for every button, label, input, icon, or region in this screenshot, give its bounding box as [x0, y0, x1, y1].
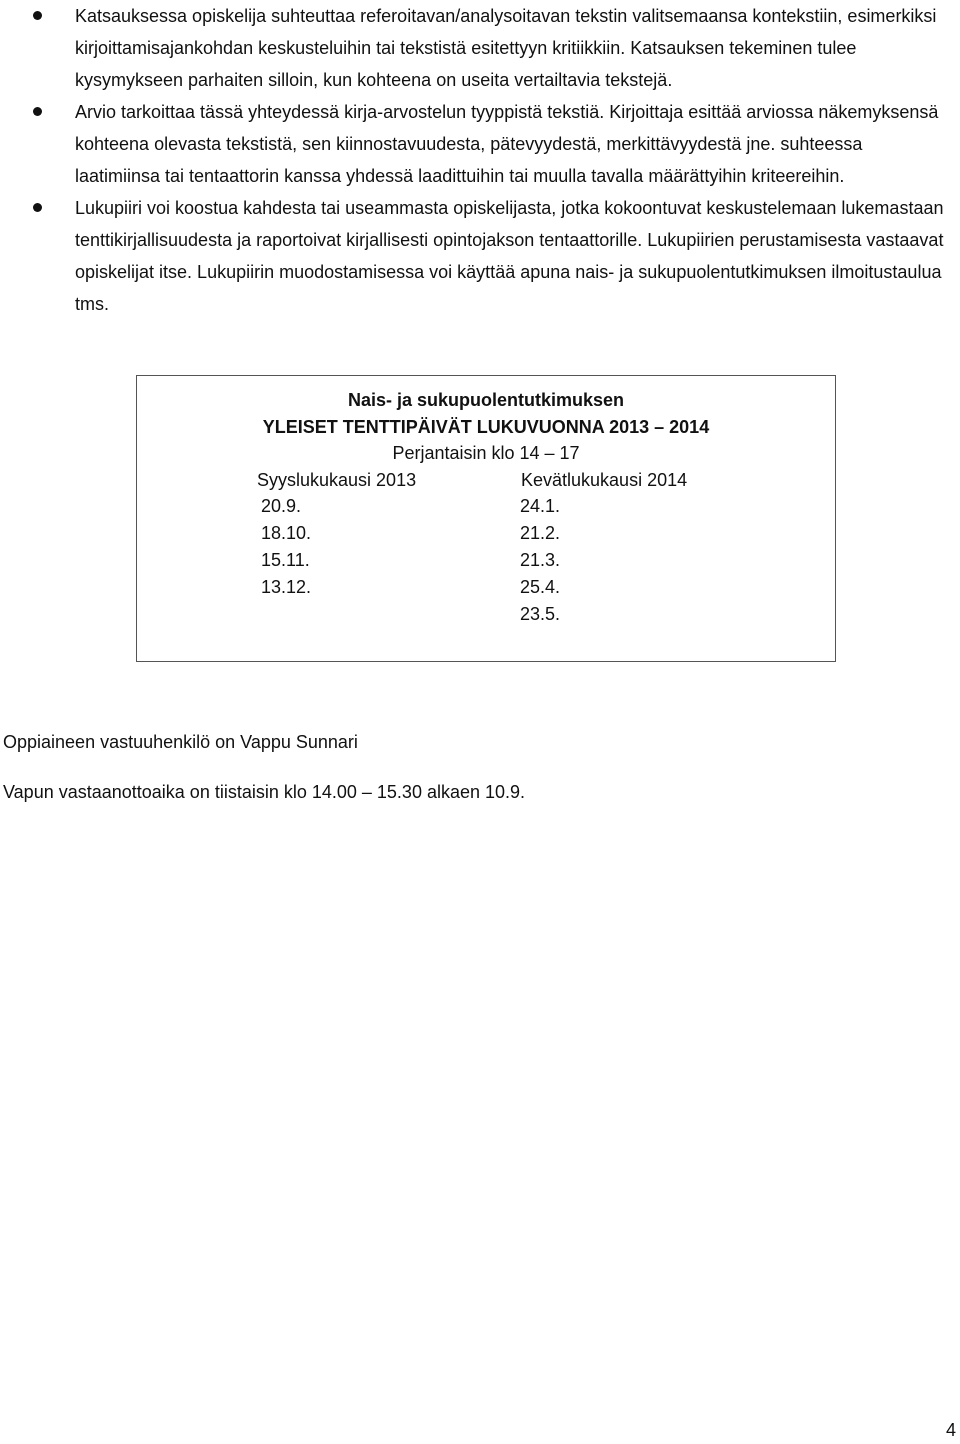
- exam-date: 21.2.: [520, 523, 561, 543]
- exam-date: 13.12.: [261, 577, 312, 597]
- bullet-icon: [33, 11, 42, 20]
- exam-box-title: Nais- ja sukupuolentutkimuksen: [347, 390, 625, 410]
- exam-box-subtitle: YLEISET TENTTIPÄIVÄT LUKUVUONNA 2013 – 2014: [262, 417, 710, 437]
- bullet-item-arvio: [0, 96, 960, 192]
- exam-date: 20.9.: [261, 496, 302, 516]
- exam-time: Perjantaisin klo 14 – 17: [392, 443, 580, 463]
- spring-semester-label: Kevätlukukausi 2014: [521, 470, 688, 490]
- exam-date: 18.10.: [261, 523, 312, 543]
- spring-dates-list: [520, 493, 560, 628]
- page-number: 4: [945, 1420, 956, 1440]
- exam-date: 23.5.: [520, 604, 561, 624]
- bullet-list: [0, 0, 960, 320]
- bullet-item-katsaus: [0, 0, 960, 96]
- exam-date: 15.11.: [261, 550, 310, 570]
- bullet-icon: [33, 203, 42, 212]
- bullet-text: Arvio tarkoittaa tässä yhteydessä kirja-arvostelun tyyppistä tekstiä. Kirjoittaja esittää arviossa näkemyksensä kohteena olevasta tekstistä, sen kiinnostavuudesta, pätevyydestä, merkittävyydestä jne. suhteessa laatimiinsa tai tentaattorin kanssa yhdessä laadittuihin tai muulla tavalla määrättyihin kriteereihin.: [75, 102, 939, 186]
- office-hours: Vapun vastaanottoaika on tiistaisin klo 14.00 – 15.30 alkaen 10.9.: [3, 782, 526, 802]
- exam-date: 24.1.: [520, 496, 561, 516]
- exam-date: 21.3.: [520, 550, 561, 570]
- exam-date: 25.4.: [520, 577, 561, 597]
- responsible-person: Oppiaineen vastuuhenkilö on Vappu Sunnari: [3, 732, 358, 752]
- bullet-text: Katsauksessa opiskelija suhteuttaa referoitavan/analysoitavan tekstin valitsemaansa kontekstiin, esimerkiksi kirjoittamisajankohdan keskusteluihin tai tekstistä esitettyyn kritiikkiin. Katsauksen tekeminen tulee kysymykseen parhaiten silloin, kun kohteena on useita vertailtavia tekstejä.: [75, 6, 937, 90]
- bullet-item-lukupiiri: [0, 192, 960, 320]
- exam-dates-box: [136, 375, 836, 662]
- bullet-icon: [33, 107, 42, 116]
- autumn-dates-list: [261, 493, 311, 601]
- bullet-text: Lukupiiri voi koostua kahdesta tai useammasta opiskelijasta, jotka kokoontuvat keskustelemaan lukemastaan tenttikirjallisuudesta ja raportoivat kirjallisesti opintojakson tentaattorille. Lukupiirien perustamisesta vastaavat opiskelijat itse. Lukupiirin muodostamisessa voi käyttää apuna nais- ja sukupuolentutkimuksen ilmoitustaulua tms.: [75, 198, 944, 314]
- autumn-semester-label: Syyslukukausi 2013: [257, 470, 417, 490]
